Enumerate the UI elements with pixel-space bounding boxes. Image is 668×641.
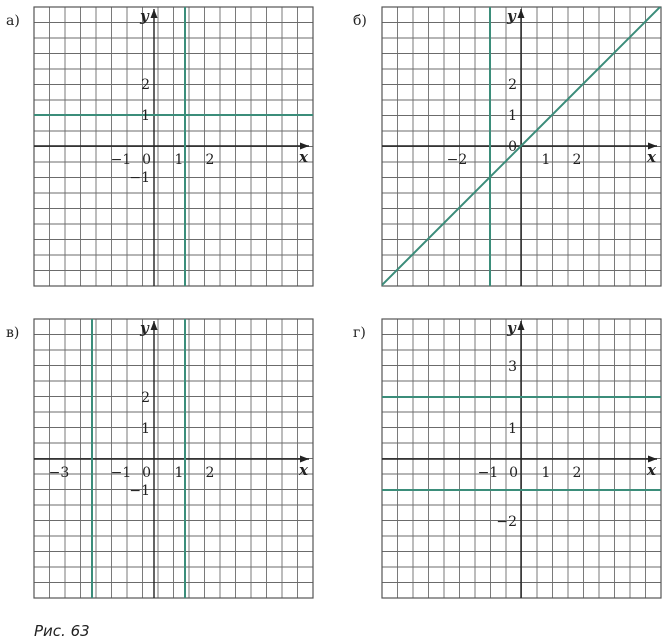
x-tick-label: −1: [110, 152, 132, 168]
x-tick-label: −1: [110, 465, 132, 481]
x-tick-label: 1: [174, 465, 184, 481]
y-axis-name: y: [140, 319, 149, 337]
panel-label: в): [6, 325, 20, 341]
y-tick-label: 1: [508, 421, 517, 437]
x-axis-name: x: [299, 461, 308, 479]
x-axis-name: x: [647, 148, 656, 166]
panel-label: а): [6, 13, 20, 29]
x-tick-label: 1: [174, 152, 184, 168]
x-axis-name: x: [647, 461, 656, 479]
y-tick-label: 2: [141, 390, 150, 406]
y-tick-label: 2: [508, 77, 517, 93]
y-tick-label: 0: [508, 139, 517, 155]
y-axis-name: y: [140, 7, 149, 25]
y-axis-arrow-icon: [518, 9, 525, 18]
x-tick-label: 1: [541, 152, 551, 168]
y-tick-label: 2: [141, 77, 150, 93]
panel-a: [6, 7, 313, 286]
y-axis-name: y: [507, 7, 516, 25]
panel-g: [353, 319, 661, 598]
y-axis-arrow-icon: [151, 321, 158, 330]
x-axis-name: x: [299, 148, 308, 166]
x-tick-label: 0: [142, 152, 151, 168]
x-tick-label: 2: [572, 465, 582, 481]
y-axis-arrow-icon: [518, 321, 525, 330]
panel-label: г): [353, 325, 366, 341]
diagonal-line: [351, 0, 668, 316]
y-tick-label: −2: [496, 514, 517, 530]
x-tick-label: −1: [477, 465, 499, 481]
x-tick-label: 0: [142, 465, 151, 481]
y-axis-name: y: [507, 319, 516, 337]
panel-v: [6, 319, 313, 598]
x-tick-label: 0: [509, 465, 518, 481]
x-tick-label: −3: [48, 465, 70, 481]
panel-b: [351, 0, 668, 316]
x-tick-label: 2: [205, 465, 215, 481]
x-tick-label: 2: [205, 152, 215, 168]
x-tick-label: 1: [541, 465, 551, 481]
y-tick-label: 1: [141, 108, 150, 124]
y-tick-label: −1: [129, 483, 150, 499]
y-tick-label: 1: [141, 421, 150, 437]
data-lines: [351, 0, 668, 316]
x-tick-label: −2: [446, 152, 468, 168]
panel-label: б): [353, 13, 367, 29]
y-tick-label: −1: [129, 170, 150, 186]
y-tick-label: 1: [508, 108, 517, 124]
y-tick-label: 3: [508, 359, 517, 375]
x-tick-label: 2: [572, 152, 582, 168]
figure-caption: Рис. 63: [34, 622, 90, 640]
y-axis-arrow-icon: [151, 9, 158, 18]
